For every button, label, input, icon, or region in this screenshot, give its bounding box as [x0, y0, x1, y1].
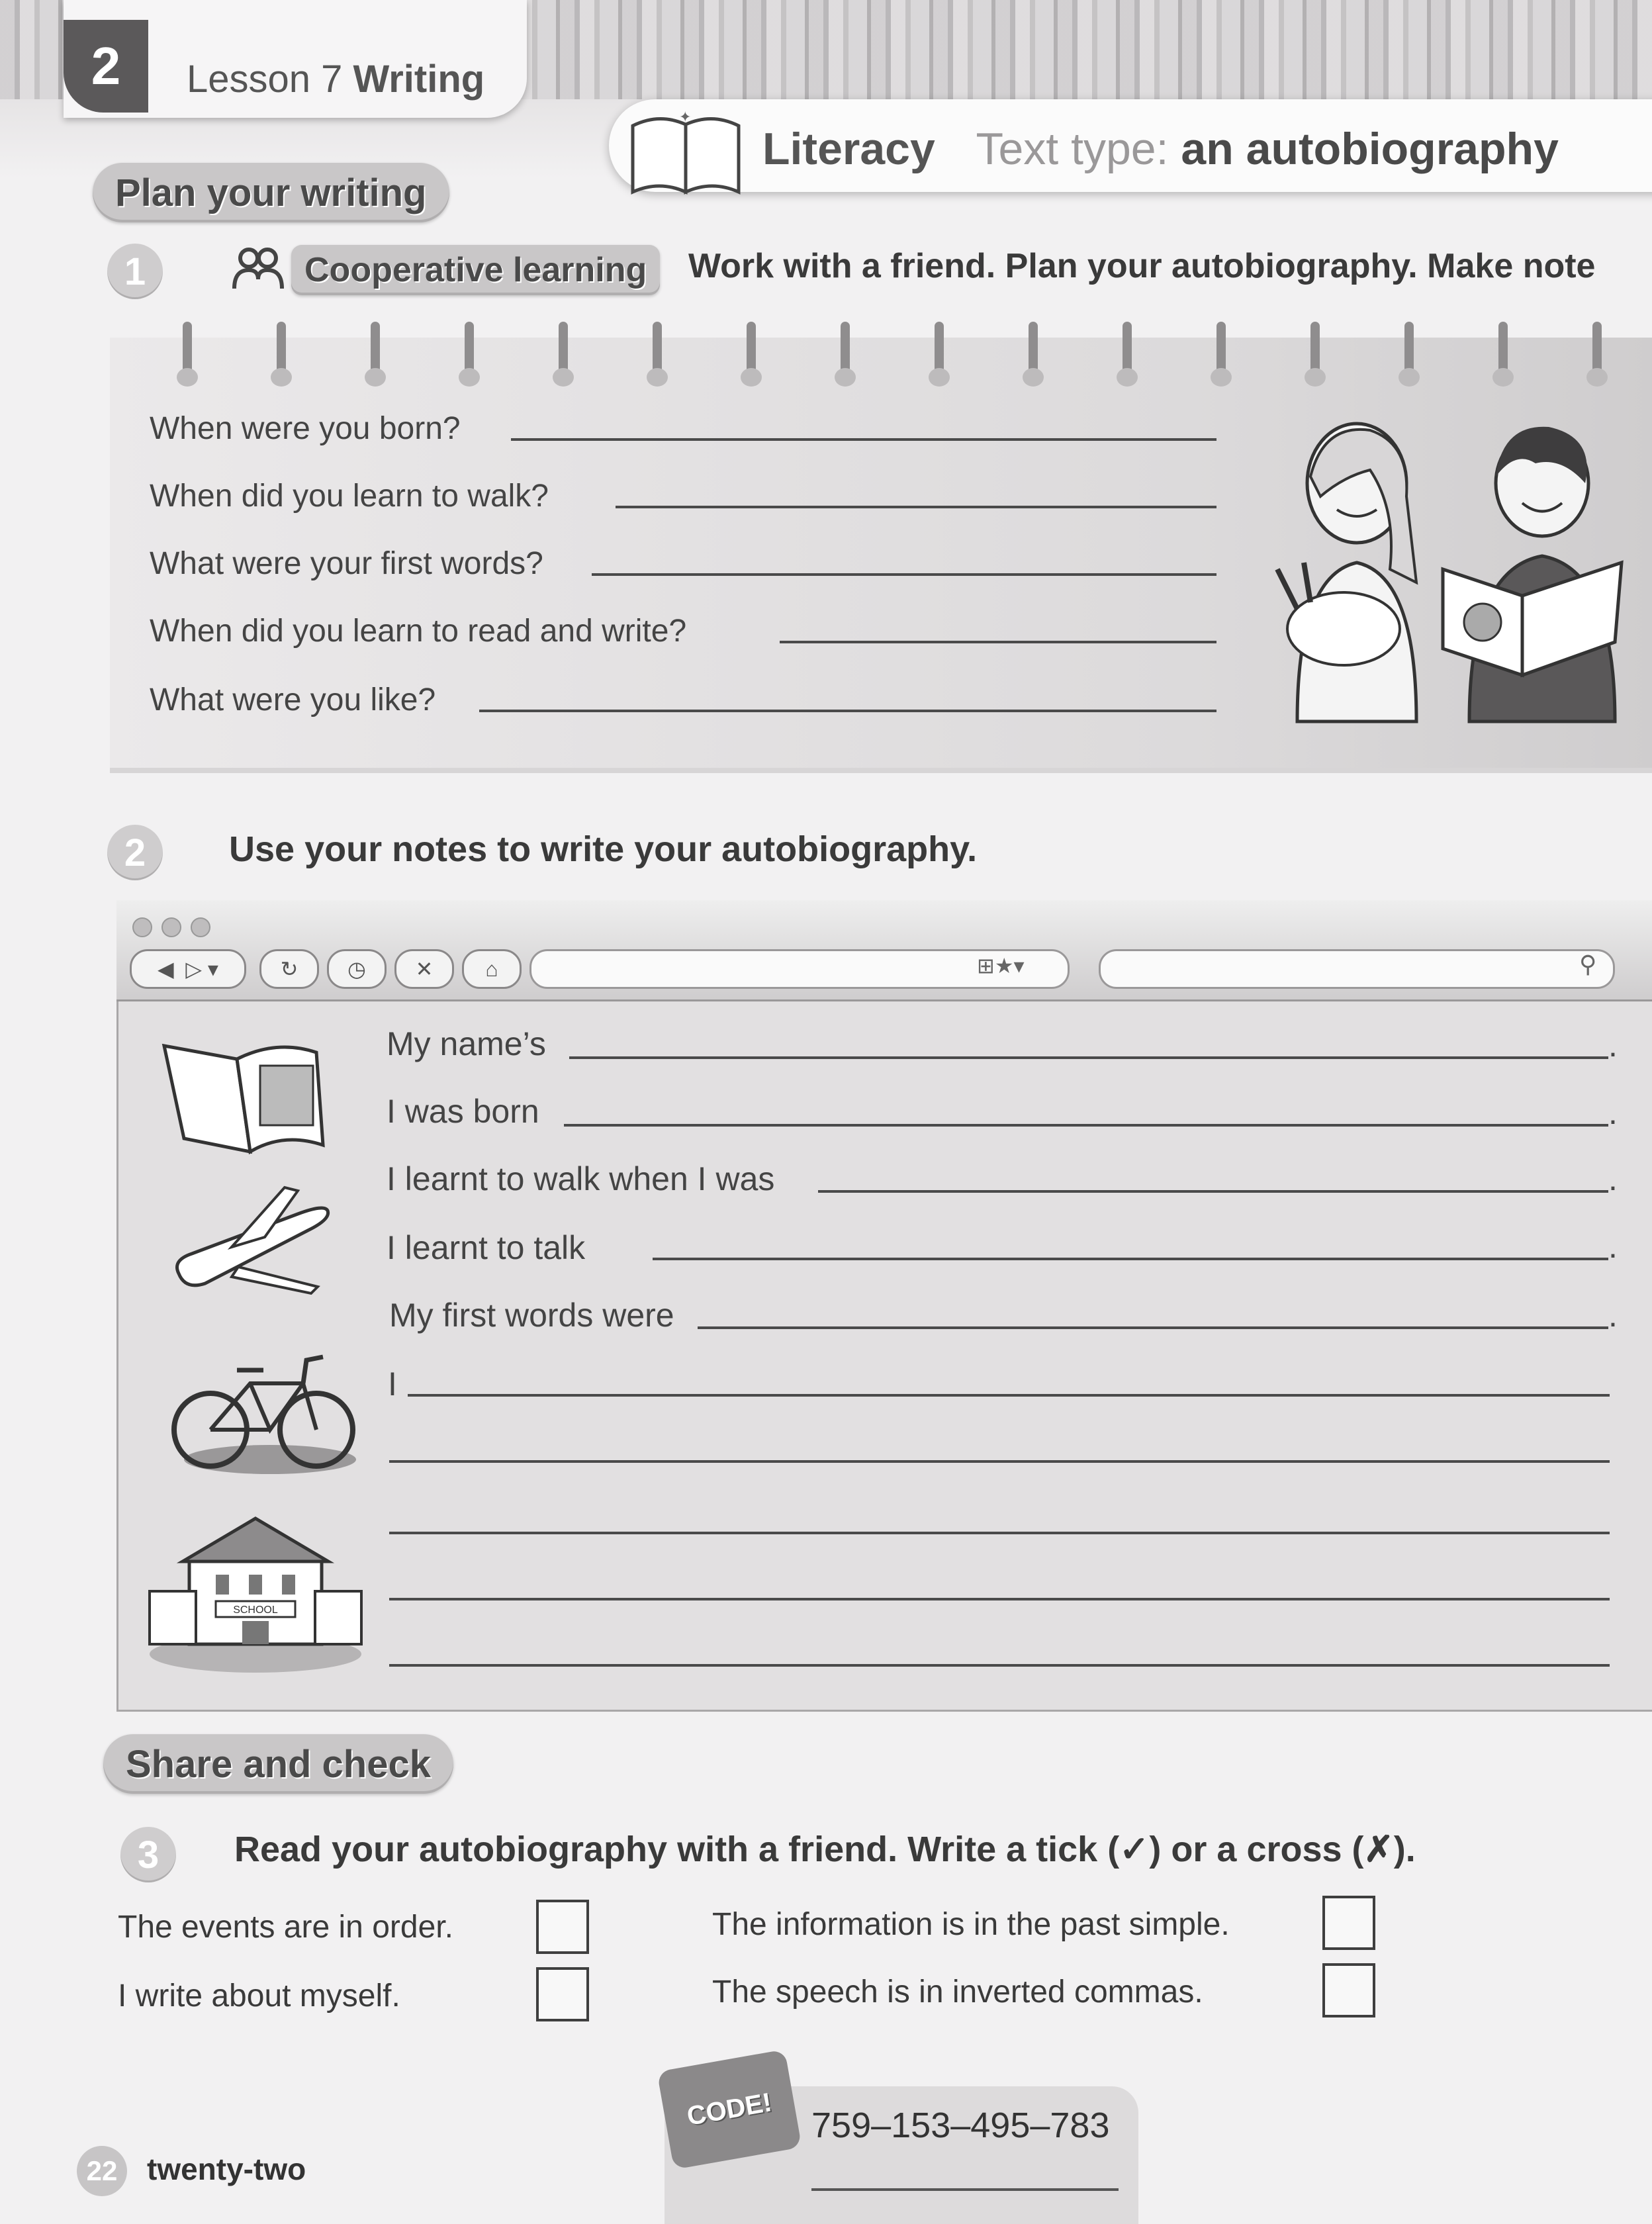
- sentence-period: .: [1608, 1297, 1618, 1334]
- sentence-i: I: [388, 1366, 397, 1403]
- literacy-label: Literacy: [762, 124, 935, 174]
- cooperative-people-icon: [232, 246, 285, 293]
- notepad-ring: [371, 322, 380, 385]
- lesson-label: Lesson 7: [187, 58, 343, 101]
- notepad-ring: [747, 322, 756, 385]
- share-and-check-pill: Share and check: [103, 1734, 453, 1794]
- access-code: 759–153–495–783: [811, 2106, 1110, 2145]
- unit-badge: 2: [64, 20, 148, 113]
- exercise-3-instruction: Read your autobiography with a friend. Write a tick (✓) or a cross (✗).: [234, 1830, 1416, 1869]
- plan-your-writing-pill: Plan your writing: [93, 163, 449, 222]
- notepad-ring: [465, 322, 474, 385]
- clock-icon: ◷: [347, 957, 366, 981]
- sentence-first-words: My first words were: [389, 1297, 674, 1334]
- question-like: What were you like?: [150, 682, 436, 718]
- write-line-name[interactable]: [569, 1056, 1608, 1059]
- open-book-icon: [626, 106, 745, 199]
- window-zoom-dot[interactable]: [191, 917, 210, 937]
- page-number-word: twenty-two: [147, 2152, 306, 2186]
- question-walk: When did you learn to walk?: [150, 479, 549, 514]
- home-button[interactable]: [462, 949, 522, 989]
- sentence-walk: I learnt to walk when I was: [387, 1160, 775, 1197]
- notepad-ring: [935, 322, 944, 385]
- answer-line-read-write[interactable]: [780, 641, 1216, 643]
- sentence-born: I was born: [387, 1093, 539, 1130]
- stop-button[interactable]: [394, 949, 454, 989]
- write-line-first-words[interactable]: [698, 1326, 1608, 1329]
- cooperative-learning-badge: Cooperative learning: [291, 245, 660, 295]
- answer-line-first-words[interactable]: [592, 573, 1216, 576]
- svg-text:✦: ✦: [679, 109, 692, 125]
- write-line-extra[interactable]: [389, 1598, 1610, 1600]
- checkbox-past-simple[interactable]: [1322, 1896, 1375, 1950]
- notepad-ring: [1029, 322, 1038, 385]
- sentence-period: .: [1608, 1228, 1618, 1265]
- rss-bookmark-icons[interactable]: ⊞★▾: [977, 954, 1025, 978]
- question-read-write: When did you learn to read and write?: [150, 614, 687, 649]
- reload-icon: ↻: [280, 957, 298, 981]
- code-badge: CODE!: [657, 2049, 802, 2170]
- exercise-2-instruction: Use your notes to write your autobiography.: [229, 829, 978, 869]
- history-button[interactable]: [327, 949, 387, 989]
- back-arrow-icon[interactable]: ◀: [158, 957, 174, 981]
- sentence-period: .: [1608, 1027, 1618, 1064]
- write-line-talk[interactable]: [653, 1258, 1608, 1260]
- check-about-myself: I write about myself.: [118, 1978, 400, 2014]
- back-forward-buttons[interactable]: [130, 949, 246, 989]
- answer-line-like[interactable]: [479, 710, 1216, 712]
- text-type-label: Text type:: [976, 124, 1169, 174]
- notepad-ring: [1498, 322, 1508, 385]
- sentence-talk: I learnt to talk: [387, 1229, 586, 1266]
- notepad-ring: [277, 322, 286, 385]
- notepad-ring: [183, 322, 192, 385]
- write-line-extra[interactable]: [389, 1664, 1610, 1667]
- notepad-ring: [1310, 322, 1320, 385]
- exercise-number-1: 1: [107, 244, 163, 299]
- lesson-title: [187, 57, 484, 101]
- reload-button[interactable]: [259, 949, 319, 989]
- checkbox-inverted-commas[interactable]: [1322, 1963, 1375, 2017]
- sentence-name: My name’s: [387, 1025, 546, 1062]
- bicycle-icon: [171, 1344, 363, 1476]
- notepad-ring: [841, 322, 850, 385]
- notepad-ring: [559, 322, 568, 385]
- school-building-icon: [143, 1512, 375, 1677]
- check-inverted-commas: The speech is in inverted commas.: [712, 1974, 1203, 2010]
- literacy-heading: [762, 123, 1559, 175]
- history-dropdown-icon[interactable]: ▾: [207, 957, 218, 981]
- notepad-ring: [1123, 322, 1132, 385]
- school-sign: SCHOOL: [233, 1604, 278, 1616]
- children-illustration: [1271, 410, 1641, 728]
- storybook-icon: [158, 1033, 330, 1158]
- code-answer-line[interactable]: [811, 2188, 1119, 2191]
- sentence-period: .: [1608, 1160, 1618, 1197]
- answer-line-born[interactable]: [511, 438, 1216, 441]
- sentence-period: .: [1608, 1094, 1618, 1131]
- window-close-dot[interactable]: [132, 917, 152, 937]
- checkbox-events-order[interactable]: [536, 1900, 589, 1954]
- exercise-number-3: 3: [120, 1827, 176, 1882]
- close-icon: ✕: [415, 957, 434, 981]
- search-icon[interactable]: ⚲: [1579, 950, 1597, 978]
- notepad-ring: [1592, 322, 1602, 385]
- notepad-ring: [1216, 322, 1226, 385]
- airplane-icon: [165, 1174, 338, 1300]
- text-type-value: an autobiography: [1181, 124, 1559, 174]
- write-line-i[interactable]: [408, 1394, 1610, 1397]
- notepad-ring: [653, 322, 662, 385]
- notepad-ring: [1404, 322, 1414, 385]
- checkbox-about-myself[interactable]: [536, 1967, 589, 2021]
- exercise-number-2: 2: [107, 825, 163, 880]
- browser-search-input[interactable]: [1099, 949, 1615, 989]
- write-line-extra[interactable]: [389, 1532, 1610, 1534]
- write-line-walk[interactable]: [818, 1190, 1608, 1193]
- window-minimize-dot[interactable]: [161, 917, 181, 937]
- exercise-1-instruction: Work with a friend. Plan your autobiography. Make note: [688, 247, 1596, 285]
- write-line-born[interactable]: [564, 1124, 1608, 1127]
- question-first-words: What were your first words?: [150, 546, 543, 581]
- lesson-title-writing: Writing: [353, 58, 485, 101]
- page-number: 22: [77, 2146, 127, 2196]
- question-born: When were you born?: [150, 411, 461, 446]
- check-past-simple: The information is in the past simple.: [712, 1907, 1230, 1942]
- check-events-order: The events are in order.: [118, 1910, 453, 1945]
- home-icon: ⌂: [485, 956, 498, 981]
- write-line-extra[interactable]: [389, 1460, 1610, 1463]
- forward-arrow-icon[interactable]: ▷: [185, 957, 203, 981]
- answer-line-walk[interactable]: [616, 506, 1216, 508]
